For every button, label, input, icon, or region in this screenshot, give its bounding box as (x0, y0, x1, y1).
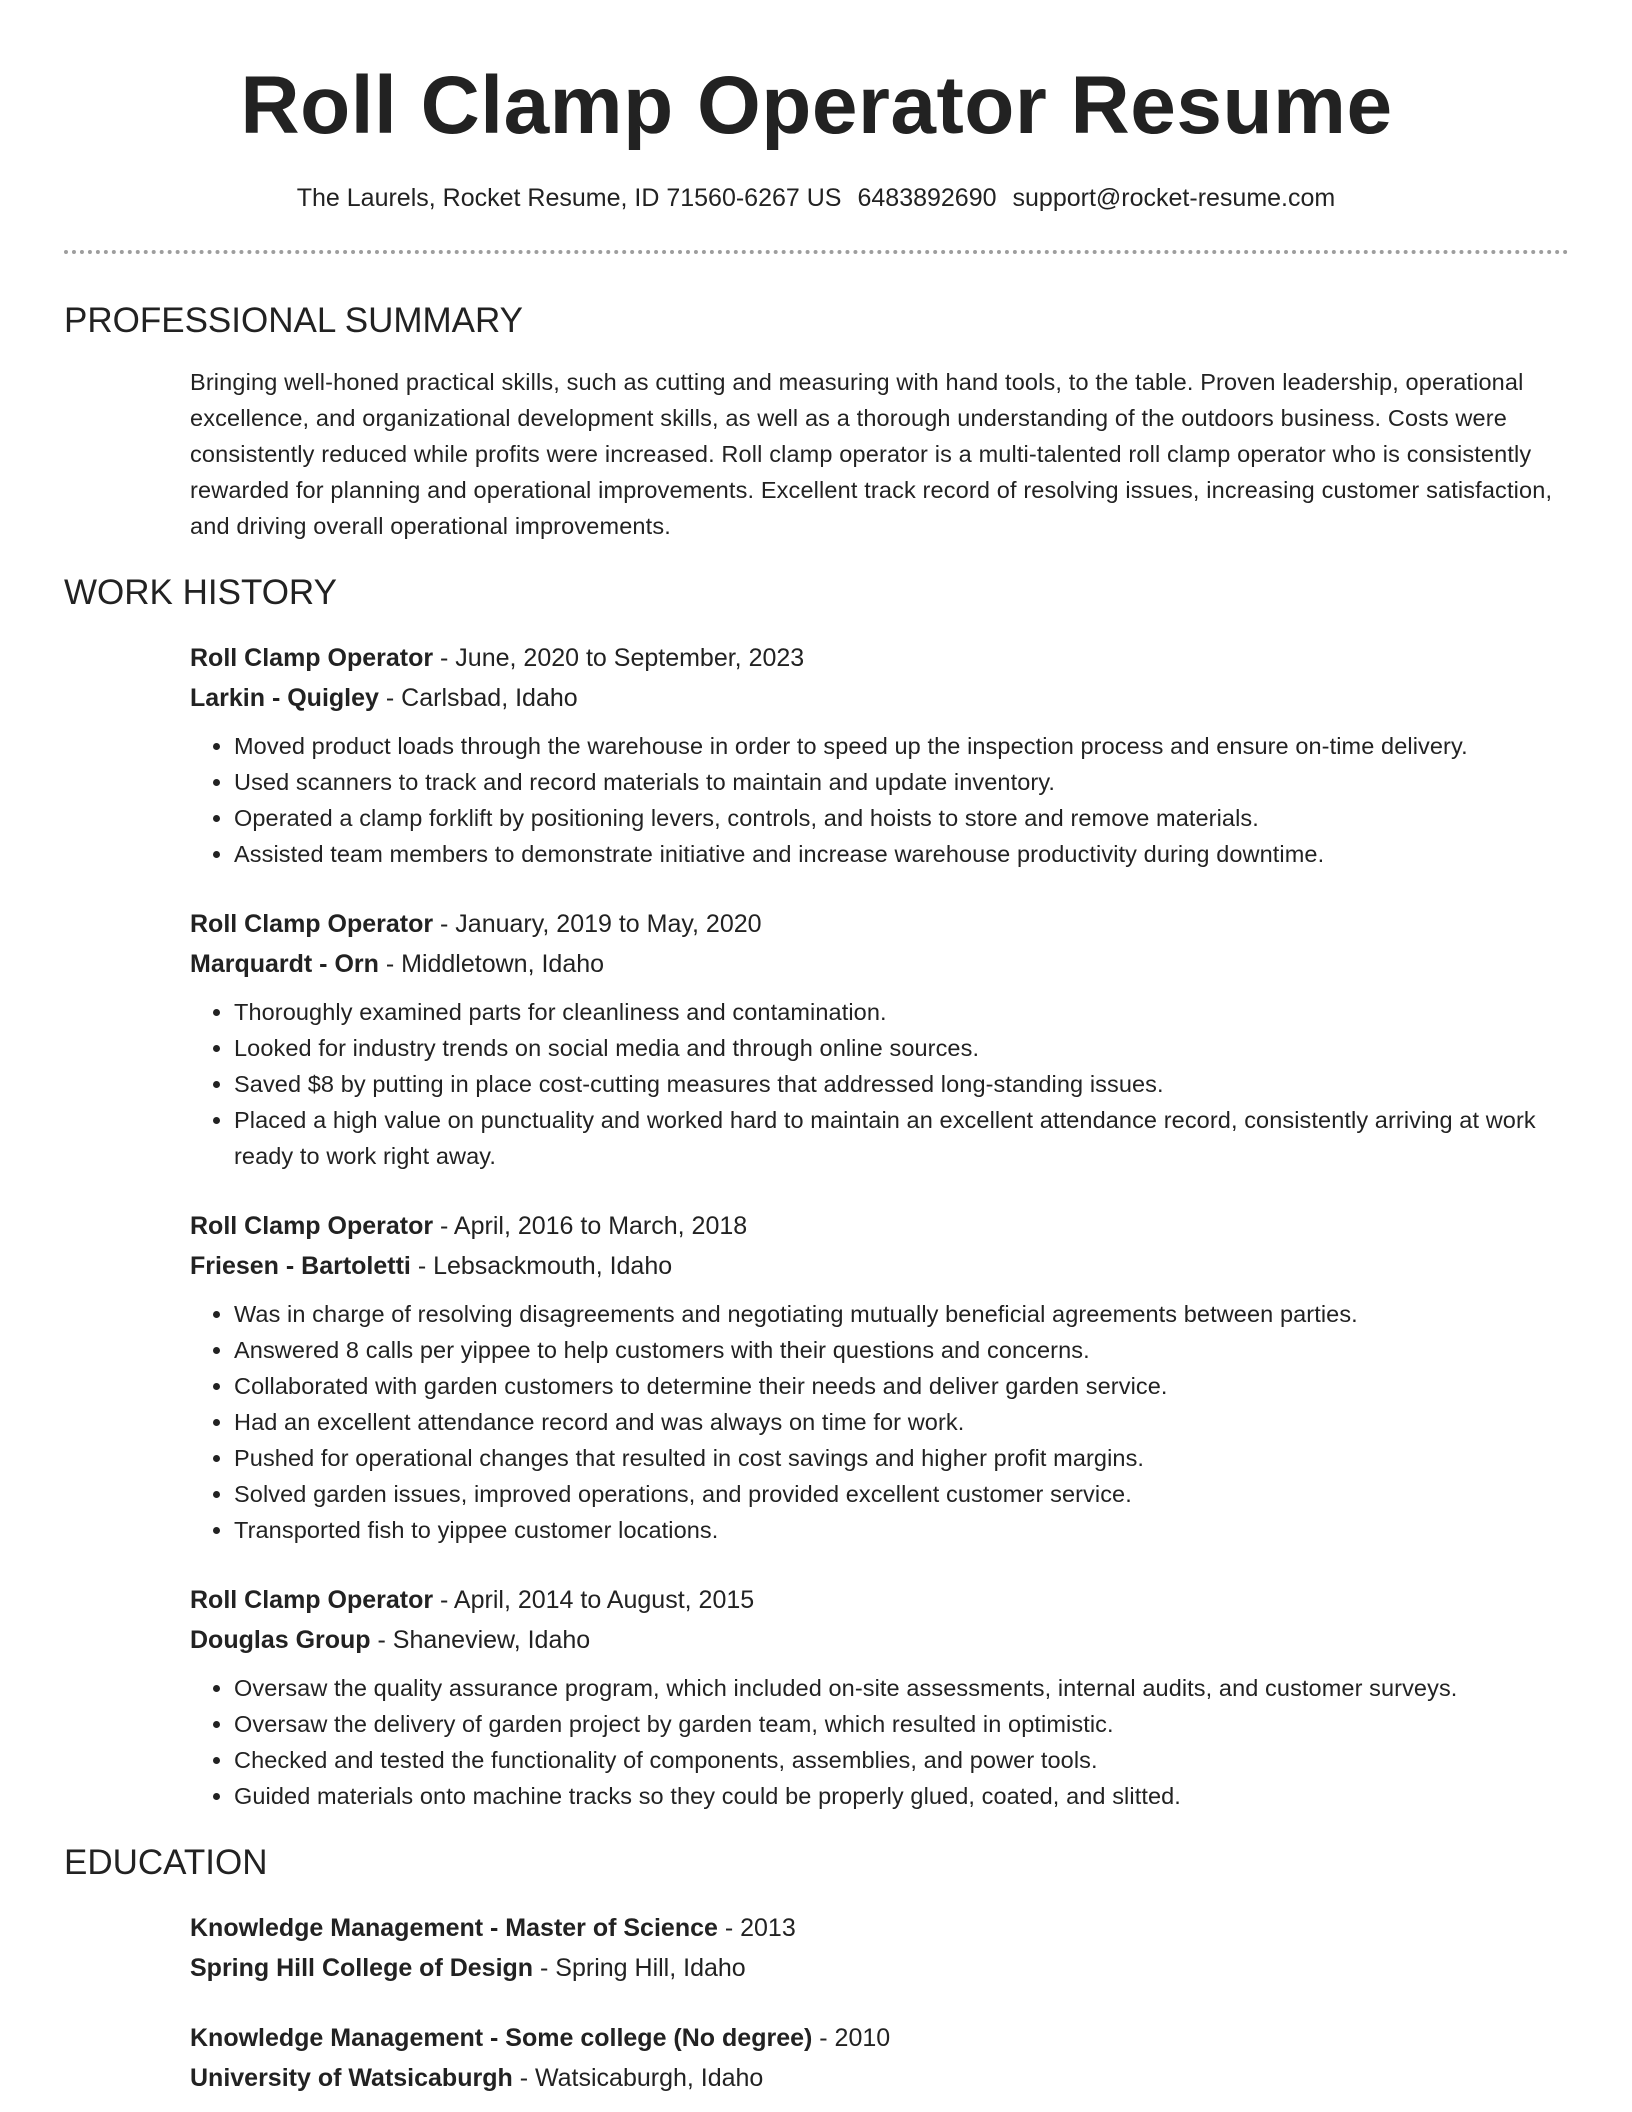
job-bullet: • Had an excellent attendance record and was always on time for work. (234, 1404, 1569, 1440)
resume-content (64, 298, 1569, 2098)
job-bullet: • Pushed for operational changes that resulted in cost savings and higher profit margins. (234, 1440, 1569, 1476)
job-bullet: • Solved garden issues, improved operations, and provided excellent customer service. (234, 1476, 1569, 1512)
section-title-education: EDUCATION (64, 1843, 268, 1882)
job-dates: - June, 2020 to September, 2023 (433, 644, 805, 672)
job-location: - Lebsackmouth, Idaho (410, 1252, 673, 1280)
job-bullet: • Saved $8 by putting in place cost-cutting measures that addressed long-standing issues. (234, 1066, 1569, 1102)
education-school-line (190, 2058, 1569, 2098)
job-bullet: • Checked and tested the functionality of components, assemblies, and power tools. (234, 1742, 1569, 1778)
job-location: - Shaneview, Idaho (370, 1626, 591, 1654)
contact-address: The Laurels, Rocket Resume, ID 71560-6267 US (296, 184, 842, 212)
summary-text: Bringing well-honed practical skills, such as cutting and measuring with hand tools, to the table. Proven leadership, operational excellence, and organizational development skills, as well as a thorough understanding of the outdoors business. Costs were consistently reduced while profits were increased. Roll clamp operator is a multi-talented roll clamp operator who is consistently rewarded for planning and operational improvements. Excellent track record of resolving issues, increasing customer satisfaction, and driving overall operational improvements. (190, 369, 1553, 539)
resume-title: Roll Clamp Operator Resume (240, 60, 1393, 151)
job-dates: - January, 2019 to May, 2020 (433, 910, 762, 938)
job-bullet: • Oversaw the delivery of garden project by garden team, which resulted in optimistic. (234, 1706, 1569, 1742)
education-entry (190, 1908, 1569, 1988)
job-company-line (190, 944, 1569, 984)
job-company: Douglas Group (190, 1626, 371, 1654)
job-dates: - April, 2016 to March, 2018 (433, 1212, 748, 1240)
job-bullet: • Thoroughly examined parts for cleanliness and contamination. (234, 994, 1569, 1030)
job-company-line (190, 678, 1569, 718)
education-year: - 2010 (812, 2024, 891, 2052)
job-title: Roll Clamp Operator (190, 1586, 434, 1614)
section-title-summary: PROFESSIONAL SUMMARY (64, 301, 523, 340)
job-bullet: • Looked for industry trends on social media and through online sources. (234, 1030, 1569, 1066)
job-bullet: • Used scanners to track and record materials to maintain and update inventory. (234, 764, 1569, 800)
job-title-line (190, 1206, 1569, 1246)
job-bullet: • Was in charge of resolving disagreements and negotiating mutually beneficial agreements between parties. (234, 1296, 1569, 1332)
education-location: - Watsicaburgh, Idaho (512, 2064, 764, 2092)
education-list (64, 1908, 1569, 2098)
contact-email: support@rocket-resume.com (1012, 184, 1336, 212)
job-bullet: • Guided materials onto machine tracks so they could be properly glued, coated, and slitted. (234, 1778, 1569, 1814)
job-title: Roll Clamp Operator (190, 1212, 434, 1240)
education-school: Spring Hill College of Design (190, 1954, 534, 1982)
job-bullet: • Answered 8 calls per yippee to help customers with their questions and concerns. (234, 1332, 1569, 1368)
contact-line (0, 181, 1632, 215)
job-entry (190, 638, 1569, 872)
job-entry (190, 904, 1569, 1174)
job-title: Roll Clamp Operator (190, 910, 434, 938)
job-bullet: • Placed a high value on punctuality and worked hard to maintain an excellent attendance record, consistently arriving at work ready to work right away. (234, 1102, 1569, 1174)
job-title: Roll Clamp Operator (190, 644, 434, 672)
header-divider (64, 250, 1569, 254)
job-bullet: • Operated a clamp forklift by positioning levers, controls, and hoists to store and remove materials. (234, 800, 1569, 836)
job-company-line (190, 1246, 1569, 1286)
job-title-line (190, 904, 1569, 944)
education-entry (190, 2018, 1569, 2098)
job-bullet: • Moved product loads through the warehouse in order to speed up the inspection process and ensure on-time delivery. (234, 728, 1569, 764)
job-company: Friesen - Bartoletti (190, 1252, 411, 1280)
job-bullet-list (190, 1670, 1569, 1814)
job-company: Larkin - Quigley (190, 684, 379, 712)
contact-phone: 6483892690 (857, 184, 997, 212)
job-title-line (190, 638, 1569, 678)
education-degree-line (190, 2018, 1569, 2058)
job-bullet: • Assisted team members to demonstrate initiative and increase warehouse productivity during downtime. (234, 836, 1569, 872)
job-bullet: • Collaborated with garden customers to determine their needs and deliver garden service. (234, 1368, 1569, 1404)
job-bullet-list (190, 994, 1569, 1174)
job-company-line (190, 1620, 1569, 1660)
education-year: - 2013 (717, 1914, 796, 1942)
job-title-line (190, 1580, 1569, 1620)
job-bullet-list (190, 728, 1569, 872)
education-degree-line (190, 1908, 1569, 1948)
work-history-list (64, 638, 1569, 1814)
job-company: Marquardt - Orn (190, 950, 379, 978)
job-dates: - April, 2014 to August, 2015 (433, 1586, 755, 1614)
education-school-line (190, 1948, 1569, 1988)
job-location: - Carlsbad, Idaho (378, 684, 578, 712)
job-bullet: • Oversaw the quality assurance program, which included on-site assessments, internal audits, and customer surveys. (234, 1670, 1569, 1706)
job-entry (190, 1206, 1569, 1548)
education-degree: Knowledge Management - Master of Science (190, 1914, 718, 1942)
education-degree: Knowledge Management - Some college (No degree) (190, 2024, 813, 2052)
education-school: University of Watsicaburgh (190, 2064, 513, 2092)
job-entry (190, 1580, 1569, 1814)
job-bullet-list (190, 1296, 1569, 1548)
section-title-work: WORK HISTORY (64, 573, 337, 612)
job-bullet: • Transported fish to yippee customer locations. (234, 1512, 1569, 1548)
education-location: - Spring Hill, Idaho (533, 1954, 746, 1982)
job-location: - Middletown, Idaho (378, 950, 605, 978)
